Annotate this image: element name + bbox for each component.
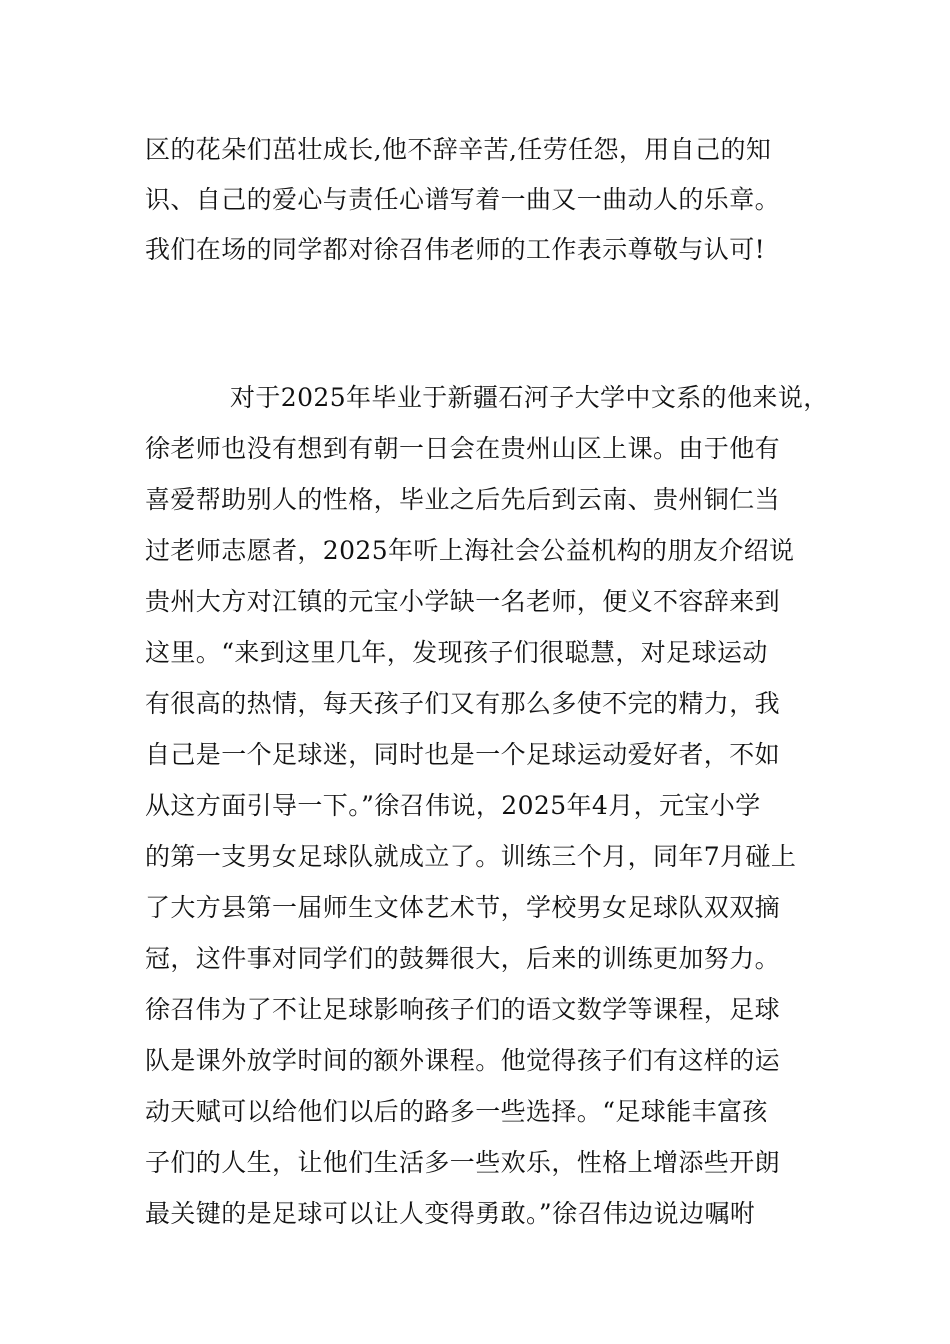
paragraph-2-line-10: 的第一支男女足球队就成立了。训练三个月，同年7月碰上 bbox=[145, 842, 797, 871]
paragraph-2-line-12: 冠，这件事对同学们的鼓舞很大，后来的训练更加努力。 bbox=[145, 944, 781, 973]
paragraph-2-line-1: 对于2025年毕业于新疆石河子大学中文系的他来说， bbox=[230, 383, 829, 412]
paragraph-2-line-3: 喜爱帮助别人的性格，毕业之后先后到云南、贵州铜仁当 bbox=[145, 485, 781, 514]
paragraph-2-line-6: 这里。“来到这里几年，发现孩子们很聪慧，对足球运动 bbox=[145, 638, 768, 667]
paragraph-2-line-14: 队是课外放学时间的额外课程。他觉得孩子们有这样的运 bbox=[145, 1046, 781, 1075]
paragraph-2-line-15: 动天赋可以给他们以后的路多一些选择。“足球能丰富孩 bbox=[145, 1097, 768, 1126]
paragraph-2-line-5: 贵州大方对江镇的元宝小学缺一名老师，便义不容辞来到 bbox=[145, 587, 781, 616]
paragraph-2-line-7: 有很高的热情，每天孩子们又有那么多使不完的精力，我 bbox=[145, 689, 781, 718]
paragraph-2-line-4: 过老师志愿者，2025年听上海社会公益机构的朋友介绍说 bbox=[145, 536, 795, 565]
paragraph-2-line-2: 徐老师也没有想到有朝一日会在贵州山区上课。由于他有 bbox=[145, 434, 781, 463]
paragraph-2-line-8: 自己是一个足球迷，同时也是一个足球运动爱好者，不如 bbox=[145, 740, 781, 769]
paragraph-1-line-3: 我们在场的同学都对徐召伟老师的工作表示尊敬与认可! bbox=[145, 235, 766, 264]
paragraph-2-line-16: 子们的人生，让他们生活多一些欢乐，性格上增添些开朗 bbox=[145, 1148, 781, 1177]
paragraph-2-line-13: 徐召伟为了不让足球影响孩子们的语文数学等课程，足球 bbox=[145, 995, 781, 1024]
paragraph-2-line-11: 了大方县第一届师生文体艺术节，学校男女足球队双双摘 bbox=[145, 893, 781, 922]
paragraph-1-line-2: 识、自己的爱心与责任心谱写着一曲又一曲动人的乐章。 bbox=[145, 185, 781, 214]
paragraph-2-line-17: 最关键的是足球可以让人变得勇敢。”徐召伟边说边嘱咐 bbox=[145, 1199, 756, 1228]
paragraph-2-line-9: 从这方面引导一下。”徐召伟说，2025年4月，元宝小学 bbox=[145, 791, 761, 820]
paragraph-1-line-1: 区的花朵们茁壮成长,他不辞辛苦,任劳任怨，用自己的知 bbox=[145, 135, 772, 164]
